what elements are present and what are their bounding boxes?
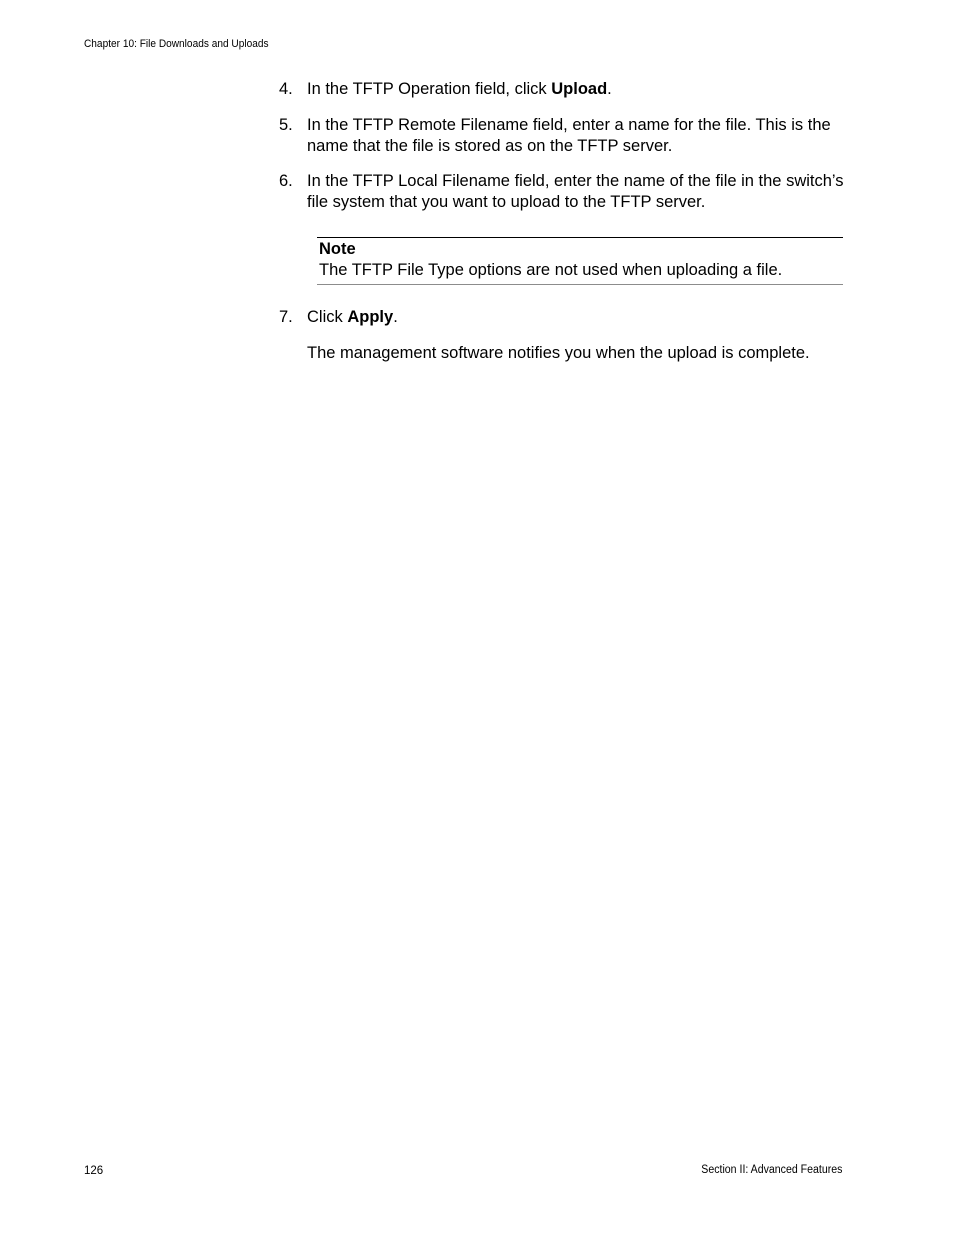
page-number: 126 bbox=[84, 1165, 104, 1177]
step-5 bbox=[279, 115, 849, 156]
note-title: Note bbox=[319, 240, 356, 258]
step-text-start: Click bbox=[307, 308, 348, 326]
step-text bbox=[307, 79, 849, 100]
running-header: Chapter 10: File Downloads and Uploads bbox=[84, 38, 269, 50]
step-7 bbox=[279, 307, 849, 328]
completion-paragraph: The management software notifies you when the upload is complete. bbox=[307, 344, 810, 362]
step-6 bbox=[279, 171, 849, 212]
step-4 bbox=[279, 79, 849, 100]
step-number: 6. bbox=[279, 172, 293, 190]
step-bold-term: Apply bbox=[347, 308, 394, 326]
step-text-end: . bbox=[393, 308, 398, 326]
step-number: 4. bbox=[279, 80, 293, 98]
step-text bbox=[307, 307, 849, 328]
step-bold-term: Upload bbox=[551, 80, 608, 98]
section-title: Section II: Advanced Features bbox=[700, 1164, 842, 1176]
step-number: 7. bbox=[279, 308, 293, 326]
step-text-end: . bbox=[607, 80, 612, 98]
step-number: 5. bbox=[279, 116, 293, 134]
note-text: The TFTP File Type options are not used when uploading a file. bbox=[319, 261, 783, 279]
step-text-start: In the TFTP Operation field, click bbox=[307, 80, 552, 98]
step-text: In the TFTP Remote Filename field, enter a name for the file. This is the name that the file is stored as on the TFTP server. bbox=[307, 116, 831, 155]
note-box bbox=[317, 237, 843, 285]
step-text: In the TFTP Local Filename field, enter the name of the file in the switch’s file system that you want to upload to the TFTP server. bbox=[307, 172, 844, 211]
